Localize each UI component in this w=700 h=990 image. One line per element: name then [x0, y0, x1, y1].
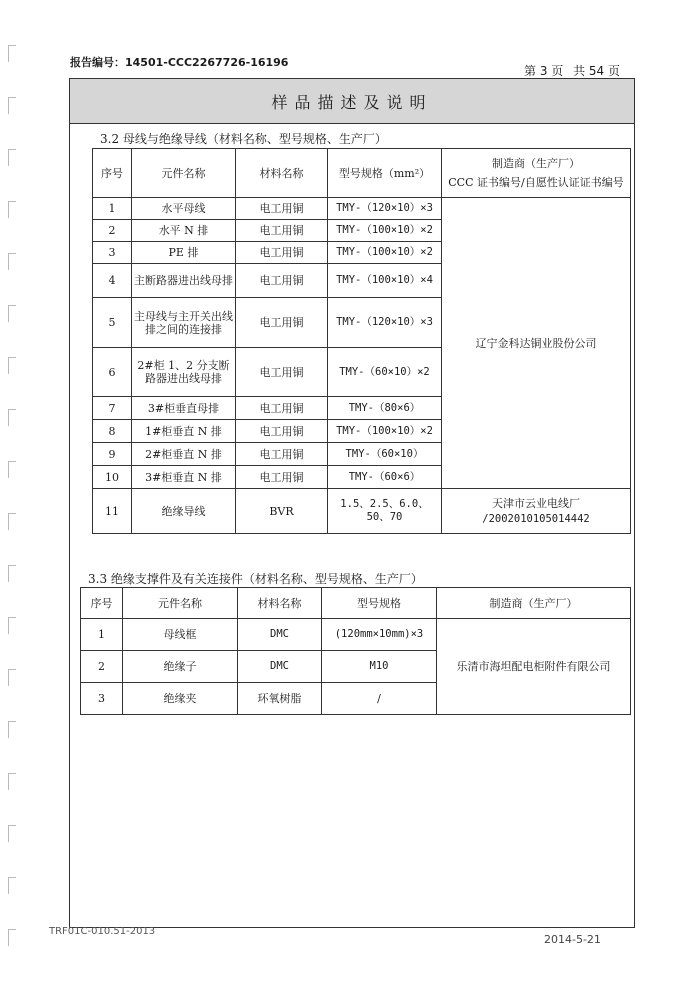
row-spec: / — [322, 683, 437, 715]
row-name: 水平 N 排 — [132, 220, 236, 242]
maker-cell: 辽宁金科达铜业股份公司 — [442, 198, 631, 489]
section-3-2-heading: 3.2 母线与绝缘导线（材料名称、型号规格、生产厂） — [100, 132, 387, 146]
row-material: 电工用铜 — [236, 466, 328, 489]
row-material: BVR — [236, 489, 328, 534]
row-spec: TMY-（120×10）×3 — [328, 198, 442, 220]
row-name: 绝缘导线 — [132, 489, 236, 534]
row-spec: TMY-（100×10）×4 — [328, 264, 442, 298]
row-spec: TMY-（60×10）×2 — [328, 348, 442, 397]
binding-mark — [8, 149, 16, 166]
binding-mark — [8, 305, 16, 322]
col-header-name: 元件名称 — [132, 149, 236, 198]
section-3-3-heading: 3.3 绝缘支撑件及有关连接件（材料名称、型号规格、生产厂） — [88, 572, 423, 586]
row-no: 11 — [93, 489, 132, 534]
busbar-table — [92, 148, 631, 534]
col-header-no: 序号 — [81, 588, 123, 619]
row-no: 5 — [93, 298, 132, 348]
cert-label: CCC 证书编号/自愿性认证证书编号 — [448, 176, 624, 189]
page-indicator — [518, 62, 620, 79]
row-spec: (120mm×10mm)×3 — [322, 619, 437, 651]
binding-mark — [8, 773, 16, 790]
binding-mark — [8, 461, 16, 478]
support-table — [80, 587, 631, 715]
maker-label: 制造商（生产厂） — [492, 157, 580, 170]
maker-cell: 乐清市海坦配电柜附件有限公司 — [437, 619, 631, 715]
row-no: 10 — [93, 466, 132, 489]
form-number: TRF01C-010.51-2013 — [49, 926, 156, 937]
binding-mark — [8, 97, 16, 114]
row-name: 绝缘子 — [123, 651, 238, 683]
binding-mark — [8, 409, 16, 426]
binding-mark — [8, 825, 16, 842]
row-no: 2 — [93, 220, 132, 242]
row-material: 电工用铜 — [236, 198, 328, 220]
row-spec: TMY-（60×6） — [328, 466, 442, 489]
row-no: 9 — [93, 443, 132, 466]
row-no: 2 — [81, 651, 123, 683]
col-header-spec: 型号规格 — [322, 588, 437, 619]
table-header-row — [81, 588, 631, 619]
row-material: 电工用铜 — [236, 397, 328, 420]
issue-date: 2014-5-21 — [544, 933, 601, 946]
row-name: 1#柜垂直 N 排 — [132, 420, 236, 443]
col-header-maker — [442, 149, 631, 198]
row-material: 电工用铜 — [236, 348, 328, 397]
row-spec: TMY-（60×10） — [328, 443, 442, 466]
row-name: 3#柜垂直 N 排 — [132, 466, 236, 489]
row-name: 主断路器进出线母排 — [132, 264, 236, 298]
row-name: 2#柜 1、2 分支断路器进出线母排 — [132, 348, 236, 397]
row-material: 电工用铜 — [236, 443, 328, 466]
row-name: 绝缘夹 — [123, 683, 238, 715]
row-material: DMC — [238, 619, 322, 651]
col-header-material: 材料名称 — [236, 149, 328, 198]
report-number: 报告编号：14501-CCC2267726-16196 — [70, 56, 289, 69]
row-name: 主母线与主开关出线排之间的连接排 — [132, 298, 236, 348]
page-total: 共 54 页 — [573, 64, 620, 78]
row-spec: TMY-（100×10）×2 — [328, 220, 442, 242]
maker-name: 天津市云业电线厂 — [492, 496, 580, 510]
row-no: 4 — [93, 264, 132, 298]
table-header-row — [93, 149, 631, 198]
page-number: 第 3 页 — [524, 64, 564, 78]
binding-mark — [8, 201, 16, 218]
row-name: 2#柜垂直 N 排 — [132, 443, 236, 466]
col-header-spec: 型号规格（mm²） — [328, 149, 442, 198]
row-spec: 1.5、2.5、6.0、50、70 — [328, 489, 442, 534]
binding-mark — [8, 929, 16, 946]
row-no: 1 — [81, 619, 123, 651]
col-header-name: 元件名称 — [123, 588, 238, 619]
row-spec: TMY-（80×6） — [328, 397, 442, 420]
binding-mark — [8, 721, 16, 738]
col-header-maker: 制造商（生产厂） — [437, 588, 631, 619]
binding-mark — [8, 513, 16, 530]
row-spec: M10 — [322, 651, 437, 683]
binding-mark — [8, 45, 16, 62]
row-material: 电工用铜 — [236, 242, 328, 264]
row-name: 水平母线 — [132, 198, 236, 220]
row-no: 8 — [93, 420, 132, 443]
row-material: 电工用铜 — [236, 298, 328, 348]
row-material: DMC — [238, 651, 322, 683]
row-no: 7 — [93, 397, 132, 420]
row-material: 电工用铜 — [236, 420, 328, 443]
row-spec: TMY-（100×10）×2 — [328, 420, 442, 443]
table-row — [93, 489, 631, 534]
table-row — [81, 619, 631, 651]
row-material: 电工用铜 — [236, 220, 328, 242]
maker-cell — [442, 489, 631, 534]
row-name: 3#柜垂直母排 — [132, 397, 236, 420]
col-header-no: 序号 — [93, 149, 132, 198]
row-no: 3 — [93, 242, 132, 264]
col-header-material: 材料名称 — [238, 588, 322, 619]
row-no: 3 — [81, 683, 123, 715]
page-title: 样品描述及说明 — [70, 79, 634, 124]
row-spec: TMY-（100×10）×2 — [328, 242, 442, 264]
table-row — [93, 198, 631, 220]
binding-mark — [8, 877, 16, 894]
binding-mark — [8, 617, 16, 634]
row-material: 环氧树脂 — [238, 683, 322, 715]
binding-mark — [8, 669, 16, 686]
cert-number: /2002010105014442 — [482, 512, 590, 525]
row-spec: TMY-（120×10）×3 — [328, 298, 442, 348]
binding-mark — [8, 357, 16, 374]
binding-margin — [6, 30, 20, 980]
binding-mark — [8, 565, 16, 582]
binding-mark — [8, 253, 16, 270]
row-material: 电工用铜 — [236, 264, 328, 298]
row-name: 母线框 — [123, 619, 238, 651]
row-name: PE 排 — [132, 242, 236, 264]
row-no: 6 — [93, 348, 132, 397]
row-no: 1 — [93, 198, 132, 220]
